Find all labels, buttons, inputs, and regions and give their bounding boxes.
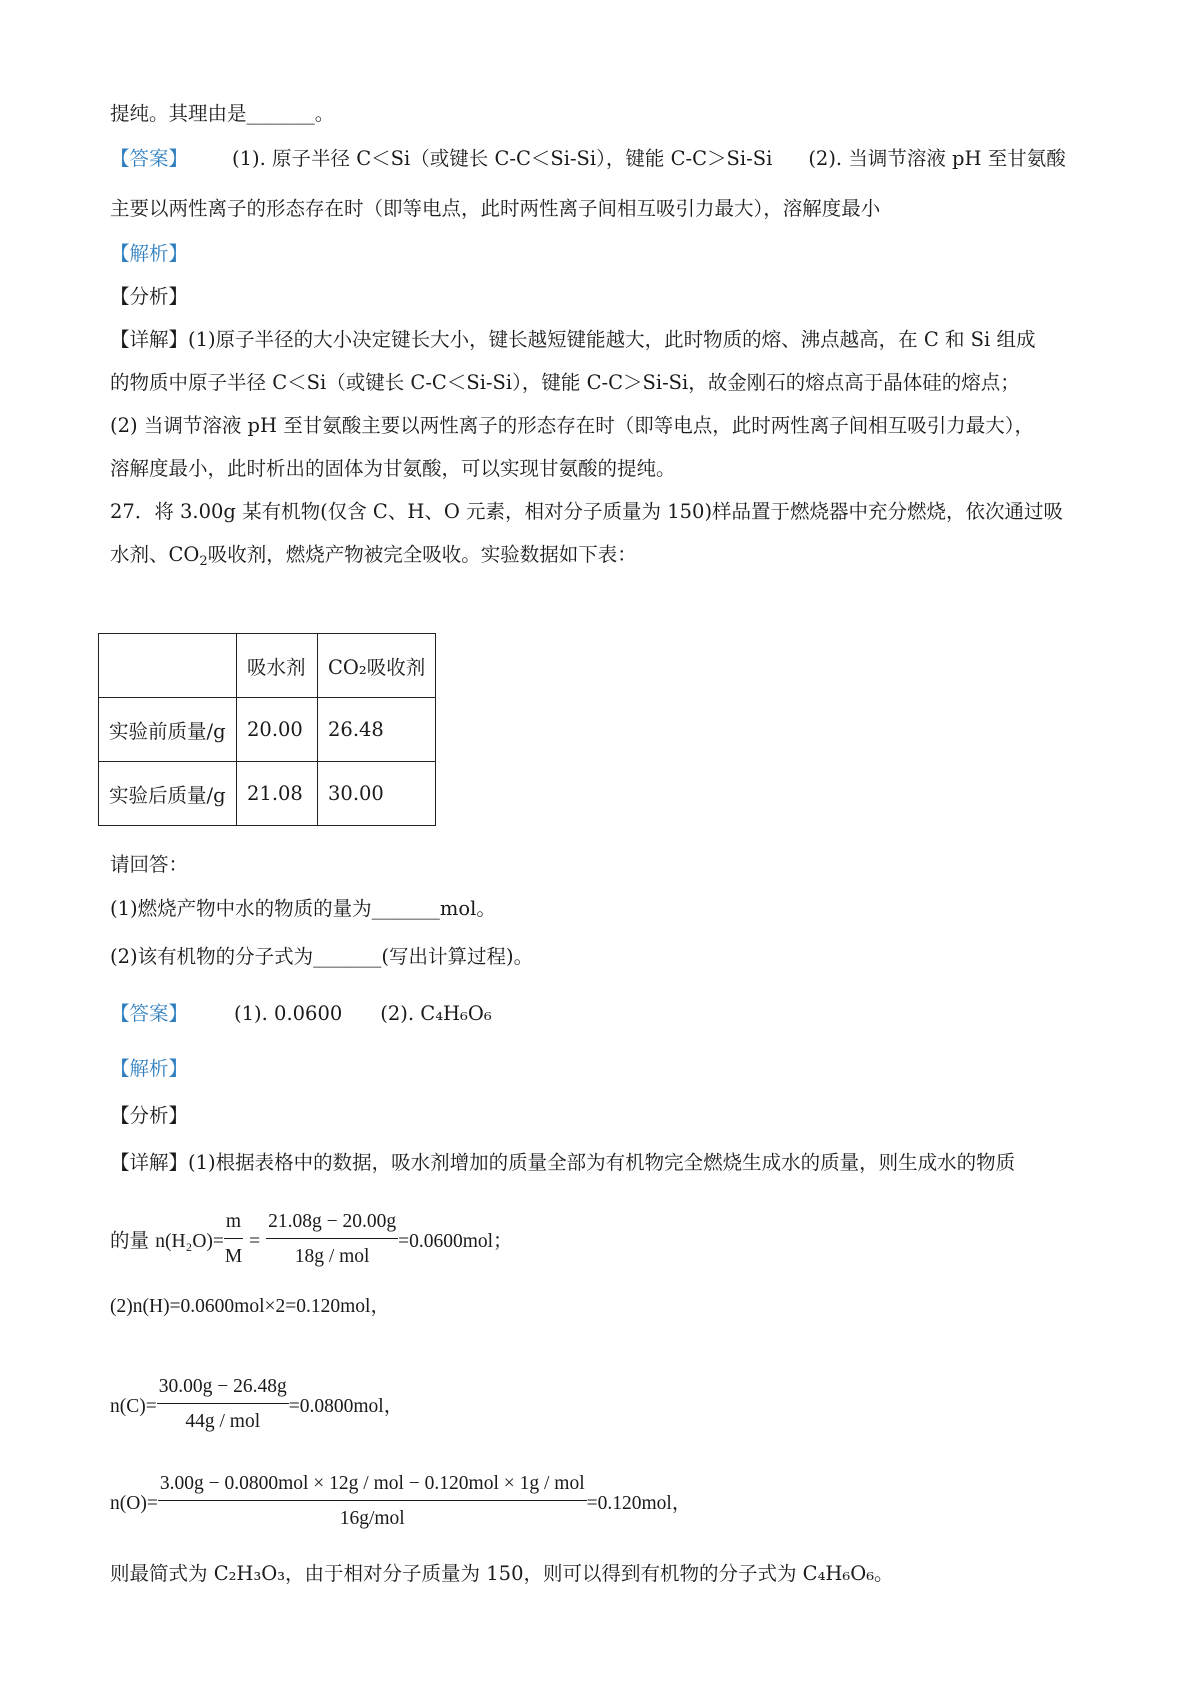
q27-answer-line (110, 1000, 492, 1028)
table-header-cell: 吸水剂 (237, 634, 318, 698)
prev-question-tail: 提纯。其理由是_______。 (110, 102, 335, 125)
table-header-cell: CO₂吸收剂 (318, 634, 436, 698)
analysis-tag: 【解析】 (110, 1057, 189, 1080)
q27-subquestion-2: (2)该有机物的分子式为_______(写出计算过程)。 (110, 945, 534, 968)
table-cell: 实验前质量/g (99, 698, 237, 762)
q27-stem-line2 (110, 541, 637, 569)
table-row (99, 762, 436, 826)
experiment-data-table (98, 633, 436, 826)
prev-answer-2: (2). 当调节溶液 pH 至甘氨酸 (808, 147, 1066, 170)
answer-tag: 【答案】 (110, 147, 189, 170)
q27-answer-2-label: (2). (380, 1002, 421, 1025)
fraction-water-mass (266, 1208, 398, 1271)
fraction-oxygen (158, 1470, 587, 1533)
fraction-numerator: m (224, 1208, 243, 1239)
table-header-row (99, 634, 436, 698)
q27-answer-2-formula: C₄H₆O₆ (420, 1002, 492, 1025)
calc-oxygen-variable: n(O)= (110, 1493, 158, 1514)
calc-carbon-variable: n(C)= (110, 1396, 157, 1417)
prev-detail-1b: 的物质中原子半径 C＜Si（或键长 C-C＜Si-Si），键能 C-C＞Si-Si，故金刚石的熔点高于晶体硅的熔点； (110, 371, 1020, 394)
calc-oxygen-result: =0.120mol， (586, 1493, 692, 1514)
calc-water-line (110, 1210, 513, 1273)
calc-carbon-result: =0.0800mol， (288, 1396, 404, 1417)
fraction-numerator: 3.00g − 0.0800mol × 12g / mol − 0.120mol × 1g / mol (158, 1470, 587, 1501)
equals-sign: = (249, 1231, 261, 1252)
q27-stem-text-a: 水剂、CO (110, 543, 200, 566)
calc-water-result: =0.0600mol； (398, 1231, 513, 1252)
fenxi-heading: 【分析】 (110, 1104, 189, 1127)
q27-subquestion-1: (1)燃烧产物中水的物质的量为_______mol。 (110, 897, 496, 920)
analysis-tag: 【解析】 (110, 242, 189, 265)
fraction-denominator: 44g / mol (185, 1411, 261, 1432)
prev-detail-2a: (2) 当调节溶液 pH 至甘氨酸主要以两性离子的形态存在时（即等电点，此时两性离子间相互吸引力最大）， (110, 414, 1034, 437)
calc-water-prefix: 的量 (110, 1229, 156, 1252)
prev-detail-1a-text: (1)原子半径的大小决定键长大小，键长越短键能越大，此时物质的熔、沸点越高，在 C 和 Si 组成 (188, 328, 1036, 351)
table-row (99, 698, 436, 762)
prev-answer-continuation: 主要以两性离子的形态存在时（即等电点，此时两性离子间相互吸引力最大），溶解度最小 (110, 197, 881, 220)
fraction-denominator: M (224, 1246, 243, 1267)
fraction-m-over-M (224, 1208, 243, 1271)
fraction-carbon (157, 1373, 289, 1436)
fraction-numerator: 30.00g − 26.48g (157, 1373, 289, 1404)
fraction-denominator: 16g/mol (339, 1508, 405, 1529)
fraction-numerator: 21.08g − 20.00g (266, 1208, 398, 1239)
table-cell: 26.48 (318, 698, 436, 762)
answer-tag: 【答案】 (110, 1002, 189, 1025)
prev-answer-1: (1). 原子半径 C＜Si（或键长 C-C＜Si-Si），键能 C-C＞Si-Si (232, 147, 773, 170)
table-header-cell-empty (99, 634, 237, 698)
prev-detail-1a (110, 326, 1035, 354)
table-cell: 30.00 (318, 762, 436, 826)
calc-water-variable: n(H₂O)= (155, 1231, 224, 1252)
q27-stem-subscript: 2 (199, 554, 208, 569)
calc-carbon-line (110, 1375, 403, 1438)
q27-conclusion: 则最简式为 C₂H₃O₃，由于相对分子质量为 150，则可以得到有机物的分子式为 C₄H₆O₆。 (110, 1562, 894, 1585)
detail-tag: 【详解】 (110, 328, 189, 351)
q27-prompt: 请回答： (110, 853, 189, 876)
q27-detail-1-text: (1)根据表格中的数据，吸水剂增加的质量全部为有机物完全燃烧生成水的质量，则生成水的物质 (188, 1151, 1016, 1174)
q27-stem-text-b: 吸收剂，燃烧产物被完全吸收。实验数据如下表： (207, 543, 637, 566)
fenxi-heading: 【分析】 (110, 285, 189, 308)
prev-answer-line (110, 145, 1066, 173)
table-cell: 实验后质量/g (99, 762, 237, 826)
calc-hydrogen-line: (2)n(H)=0.0600mol×2=0.120mol， (110, 1296, 390, 1317)
prev-detail-2b: 溶解度最小，此时析出的固体为甘氨酸，可以实现甘氨酸的提纯。 (110, 457, 676, 480)
detail-tag: 【详解】 (110, 1151, 189, 1174)
table-cell: 21.08 (237, 762, 318, 826)
q27-detail-1 (110, 1149, 1015, 1177)
q27-stem-line1: 27．将 3.00g 某有机物(仅含 C、H、O 元素，相对分子质量为 150)样品置于燃烧器中充分燃烧，依次通过吸 (110, 500, 1064, 523)
table-cell: 20.00 (237, 698, 318, 762)
calc-oxygen-line (110, 1472, 691, 1535)
q27-answer-1: (1). 0.0600 (234, 1002, 343, 1025)
fraction-denominator: 18g / mol (294, 1246, 370, 1267)
